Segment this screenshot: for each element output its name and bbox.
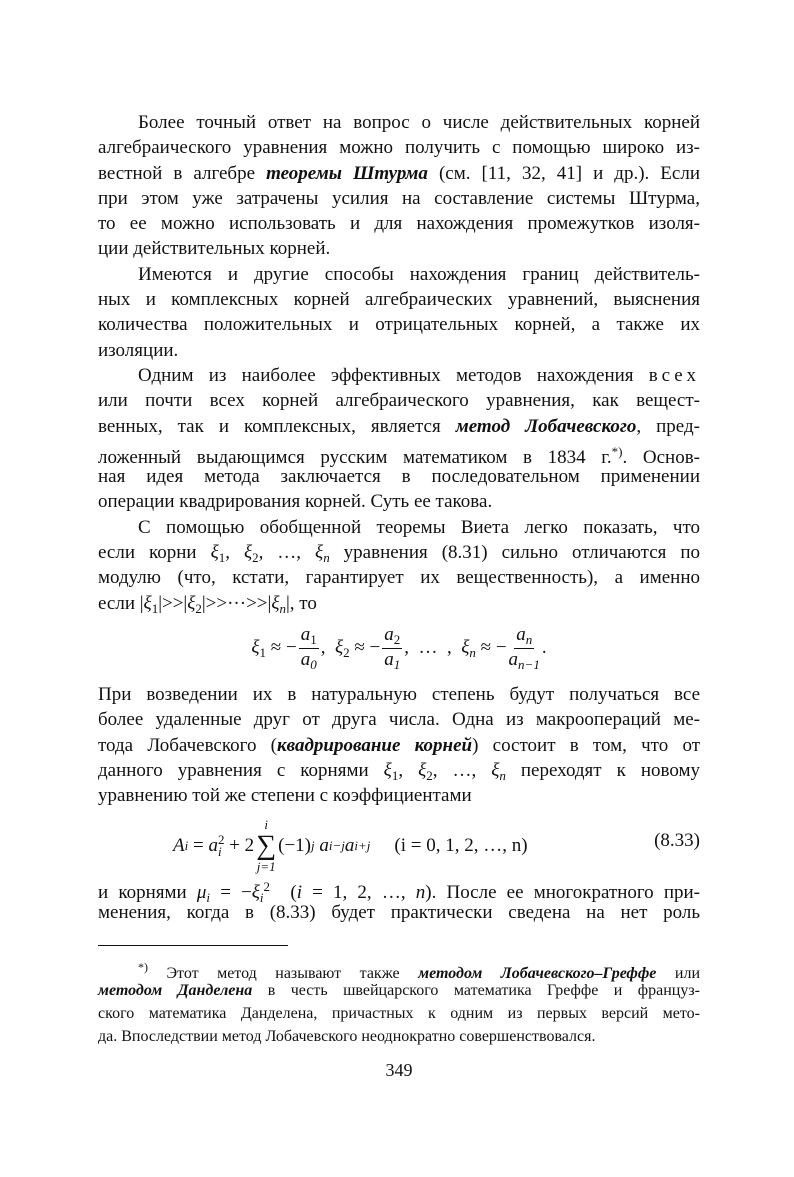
- text-segment: 2: [195, 600, 202, 616]
- formula-a: a: [208, 835, 218, 857]
- text-segment: |, то: [285, 592, 317, 614]
- text-segment: Этот метод называют также: [148, 965, 419, 983]
- text-segment: алгебраического уравнения можно получить с помощью широко из-: [98, 137, 700, 159]
- num-var: a: [384, 624, 394, 646]
- text-line: [98, 236, 700, 261]
- text-segment: всех: [648, 364, 700, 386]
- text-segment: ξ: [271, 592, 280, 614]
- formula-plus2: + 2: [224, 835, 255, 857]
- text-line: [98, 956, 701, 983]
- text-segment: уравнения (8.31) сильно отличаются по: [329, 542, 701, 564]
- formula-a2: a: [344, 835, 355, 857]
- text-segment: то ее можно использовать и для нахождения промежутков изоля-: [98, 213, 700, 235]
- text-line: [98, 439, 701, 468]
- text-segment: если |: [98, 592, 144, 614]
- approx-sign: ≈ −: [266, 637, 297, 659]
- footnote-divider: [98, 945, 288, 946]
- emphasized-term: методом Лобачевского–Греффе: [418, 965, 657, 983]
- formula-a2-sub: i+j: [354, 838, 371, 854]
- text-segment: . Основ-: [622, 446, 701, 468]
- denominator: [301, 649, 317, 673]
- text-segment: 1: [391, 767, 399, 783]
- text-segment: ных и комплексных корней алгебраических уравнений, выяснения: [98, 289, 700, 311]
- formula-term: [335, 624, 461, 673]
- emphasized-term: теоремы Штурма: [266, 162, 428, 184]
- text-line: [98, 464, 700, 489]
- text-segment: ). После ее многократного при-: [425, 882, 701, 904]
- xi-sub: 1: [259, 645, 267, 661]
- denominator: [509, 649, 540, 673]
- numerator: [514, 624, 534, 649]
- text-line: [98, 414, 700, 439]
- text-segment: переходят к новому: [505, 759, 701, 781]
- fraction: [382, 624, 402, 673]
- text-segment: ,: [398, 759, 419, 781]
- summation: [256, 818, 276, 874]
- text-line: [98, 515, 700, 540]
- footnote: [98, 956, 700, 1048]
- text-line: [98, 900, 700, 925]
- text-segment: Одним из наиболее эффективных методов нахождения: [138, 364, 649, 386]
- text-segment: ξ: [251, 882, 260, 904]
- text-segment: ) состоит в том, что от: [472, 734, 701, 756]
- text-segment: да. Впоследствии метод Лобачевского неоднократно совершенствовался.: [98, 1028, 596, 1046]
- text-segment: n: [415, 882, 426, 904]
- formula-a1: a: [314, 835, 329, 857]
- sum-upper: i: [264, 817, 268, 833]
- text-segment: n: [323, 550, 330, 566]
- den-var: a: [508, 649, 519, 671]
- text-segment: ξ: [187, 592, 196, 614]
- num-sub: n: [525, 632, 533, 648]
- separator: .: [541, 637, 547, 659]
- text-segment: при этом уже затрачены усилия на составление системы Штурма,: [98, 187, 700, 209]
- emphasized-term: квадрирование корней: [277, 734, 473, 756]
- text-segment: или почти всех корней алгебраического уравнения, как вещест-: [98, 390, 700, 412]
- text-segment: ξ: [418, 759, 427, 781]
- text-segment: |>>|: [158, 592, 188, 614]
- body-text-1: [98, 110, 700, 616]
- formula-lhs-sub: i: [184, 838, 189, 854]
- xi-symbol: ξ: [461, 637, 470, 659]
- text-segment: ского математика Данделена, причастных к одним из первых версий мето-: [98, 1005, 700, 1023]
- body-text-2: [98, 682, 700, 808]
- text-segment: = 1, 2, …,: [301, 882, 416, 904]
- page-number: 349: [385, 1060, 413, 1080]
- formula-eq: =: [188, 835, 209, 857]
- text-line: [98, 489, 700, 514]
- text-line: [98, 186, 700, 211]
- text-segment: ,: [225, 542, 244, 564]
- approx-sign: ≈ −: [349, 637, 381, 659]
- text-segment: n: [499, 767, 506, 783]
- text-segment: ложенный выдающимся русским математиком в 1834 г.: [98, 446, 612, 468]
- text-segment: *): [611, 443, 623, 459]
- text-segment: , …,: [258, 542, 316, 564]
- text-line: [98, 758, 700, 783]
- text-segment: μ: [196, 882, 207, 904]
- sum-sign: ∑: [256, 830, 277, 862]
- text-segment: ξ: [383, 759, 392, 781]
- text-segment: менения, когда в (8.33) будет практически сведена на нет роль: [98, 901, 700, 923]
- formula-lhs: A: [173, 835, 185, 857]
- text-line: [98, 707, 700, 732]
- text-line: [98, 783, 700, 808]
- text-line: [98, 682, 700, 707]
- numerator: [382, 624, 402, 649]
- xi-sub: n: [469, 645, 476, 661]
- text-segment: (: [270, 882, 297, 904]
- separator: , … ,: [404, 637, 462, 659]
- text-line: [98, 565, 700, 590]
- text-line: [98, 161, 700, 186]
- text-segment: ξ: [315, 542, 324, 564]
- den-sub: n−1: [518, 657, 540, 673]
- book-page: [98, 110, 701, 1080]
- text-segment: количества положительных и отрицательных корней, а также их: [98, 314, 700, 336]
- text-segment: i: [296, 882, 302, 904]
- text-segment: ξ: [491, 759, 500, 781]
- text-line: [98, 135, 700, 160]
- fraction: [299, 624, 319, 673]
- text-line: [98, 979, 700, 1002]
- text-segment: или: [656, 965, 701, 983]
- formula-term: [251, 624, 335, 673]
- text-line: [98, 733, 700, 758]
- text-segment: = −: [210, 882, 252, 904]
- num-sub: 1: [310, 632, 317, 648]
- text-segment: если корни: [98, 542, 211, 564]
- formula-8-33: [98, 808, 700, 874]
- formula-range: (i = 0, 1, 2, …, n): [394, 835, 528, 857]
- text-segment: , пред-: [636, 415, 700, 437]
- text-segment: ξ: [243, 542, 253, 564]
- text-segment: , …,: [432, 759, 492, 781]
- equation-number: (8.33): [654, 830, 700, 852]
- text-segment: 2: [263, 879, 271, 895]
- text-segment: При возведении их в натуральную степень будут получаться все: [98, 683, 700, 705]
- num-var: a: [300, 624, 311, 646]
- text-line: [98, 1002, 700, 1025]
- formula-factor-sup: j: [311, 838, 315, 854]
- den-sub: 1: [393, 657, 401, 673]
- text-segment: i: [206, 890, 211, 906]
- text-segment: в честь швейцарского математика Греффе и француз-: [252, 982, 700, 1000]
- formula-term: [461, 624, 546, 673]
- xi-sub: 2: [343, 645, 350, 661]
- text-segment: и корнями: [98, 882, 197, 904]
- text-segment: (см. [11, 32, 41] и др.). Если: [427, 162, 700, 184]
- formula-vieta-approximation: [98, 616, 700, 682]
- text-segment: венных, так и комплексных, является: [98, 415, 456, 437]
- num-var: a: [516, 624, 526, 646]
- text-segment: |>>···>>|: [201, 592, 272, 614]
- text-line: [98, 540, 700, 565]
- text-line: [98, 287, 700, 312]
- text-segment: изоляции.: [98, 339, 179, 361]
- text-segment: 1: [151, 600, 159, 616]
- den-var: a: [384, 649, 394, 671]
- text-line: [98, 211, 700, 236]
- text-line: [98, 388, 700, 413]
- text-line: [98, 110, 700, 135]
- num-sub: 2: [393, 632, 401, 648]
- text-segment: операции квадрирования корней. Суть ее такова.: [98, 491, 493, 513]
- text-segment: *): [138, 960, 148, 975]
- numerator: [299, 624, 319, 649]
- text-line: [98, 312, 700, 337]
- formula-a-sub: i: [217, 844, 222, 860]
- text-segment: уравнению той же степени с коэффициентами: [98, 785, 472, 807]
- xi-symbol: ξ: [334, 637, 344, 659]
- fraction: [509, 624, 540, 673]
- denominator: [384, 649, 400, 673]
- text-line: [98, 1025, 700, 1048]
- text-segment: n: [279, 600, 286, 616]
- text-segment: модулю (что, кстати, гарантирует их вещественность), а именно: [98, 567, 700, 589]
- text-segment: данного уравнения с корнями: [98, 759, 384, 781]
- xi-symbol: ξ: [251, 637, 260, 659]
- text-segment: i: [259, 890, 264, 906]
- text-segment: ξ: [210, 542, 219, 564]
- text-segment: вестной в алгебре: [98, 162, 267, 184]
- text-line: [98, 338, 700, 363]
- den-var: a: [300, 649, 311, 671]
- text-line: [98, 363, 700, 388]
- text-segment: Имеются и другие способы нахождения границ действитель-: [138, 263, 700, 285]
- text-segment: С помощью обобщенной теоремы Виета легко показать, что: [138, 516, 700, 538]
- text-segment: более удаленные друг от друга числа. Одна из макроопераций ме-: [98, 709, 700, 731]
- sum-lower: j=1: [256, 859, 276, 875]
- emphasized-term: методом Данделена: [98, 982, 253, 1000]
- text-segment: тода Лобачевского (: [98, 734, 278, 756]
- formula-a1-sub: i−j: [328, 838, 345, 854]
- text-segment: ная идея метода заключается в последовательном применении: [98, 466, 700, 488]
- text-segment: ξ: [143, 592, 152, 614]
- den-sub: 0: [310, 657, 317, 673]
- text-segment: 1: [218, 550, 226, 566]
- text-segment: ции действительных корней.: [98, 238, 331, 260]
- text-line: [98, 591, 700, 616]
- body-text-3: [98, 874, 700, 925]
- emphasized-term: метод Лобачевского: [455, 415, 637, 437]
- text-segment: 2: [426, 767, 433, 783]
- text-segment: 2: [252, 550, 259, 566]
- formula-factor: (−1): [278, 835, 312, 857]
- approx-sign: ≈ −: [475, 637, 507, 659]
- separator: ,: [320, 637, 335, 659]
- text-line: [98, 262, 700, 287]
- text-segment: Более точный ответ на вопрос о числе действительных корней: [138, 112, 700, 133]
- formula-a-sup: 2: [217, 832, 225, 848]
- text-line: [98, 874, 701, 906]
